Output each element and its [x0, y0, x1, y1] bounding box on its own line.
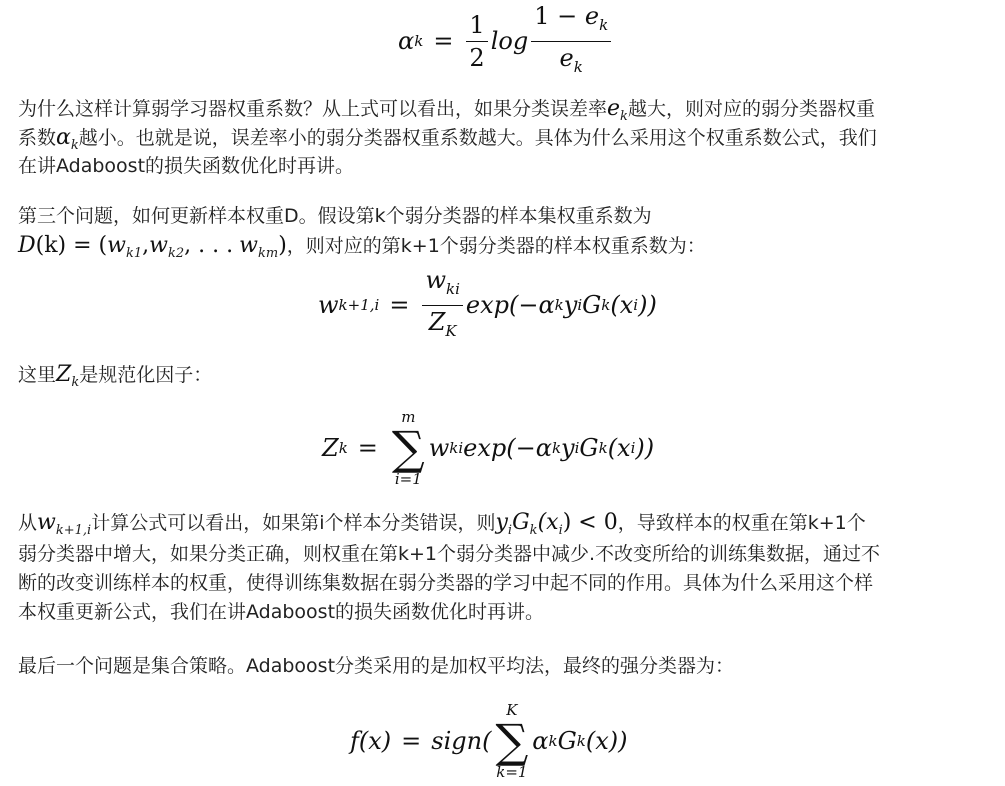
paragraph-weight-effect [18, 508, 978, 627]
p1-line3: 在讲Adaboost的损失函数优化时再讲。 [18, 155, 355, 177]
p4-math-G: G [512, 510, 530, 535]
eq3-G-sub: k [598, 439, 608, 457]
equation-alpha [398, 1, 614, 76]
p4-math-y: y [495, 510, 508, 535]
eq1-half-fraction [466, 11, 487, 72]
p2-math-w3-sub: km [257, 246, 279, 261]
eq4-sum-bottom: k=1 [496, 763, 528, 781]
p4-math-x: (x [537, 510, 559, 535]
p2-math-w1: w [107, 233, 126, 258]
p4-math-G-sub: k [529, 523, 538, 538]
eq2-fraction [422, 266, 462, 345]
eq2-close: )) [638, 291, 657, 319]
eq3-sum-bottom: i=1 [394, 470, 422, 488]
eq2-lhs: w [318, 291, 339, 319]
paragraph-ensemble-strategy [18, 652, 978, 681]
eq1-log: log [490, 27, 529, 55]
eq1-den-e-sub: k [573, 57, 583, 76]
p4-line3: 断的改变训练样本的权重，使得训练集数据在弱分类器的学习中起不同的作用。具体为什么采用这个样 [18, 572, 874, 594]
eq1-error-fraction [531, 2, 611, 81]
p2-math-w2-sub: k2 [167, 246, 185, 261]
equation-strong-classifier [350, 700, 628, 782]
eq3-exp: exp(−α [463, 434, 552, 462]
p4-math-y-sub: i [507, 523, 513, 538]
equation-normalization [322, 408, 654, 488]
eq1-den-e: e [559, 43, 574, 72]
eq4-summation [495, 701, 528, 781]
p2-math-w3: w [239, 233, 258, 258]
eq1-equals: = [433, 27, 454, 55]
eq3-G: G [579, 434, 599, 462]
eq3-sum-top: m [401, 408, 416, 426]
eq3-x: (x [607, 434, 631, 462]
p1-line2-b: 越小。也就是说，误差率小的弱分类器权重系数越大。具体为什么采用这个权重系数公式，我们 [78, 127, 877, 149]
eq2-x-sub: i [633, 296, 639, 314]
paragraph-normalization [18, 360, 978, 389]
eq1-num-a: 1 − [534, 1, 578, 30]
p4-math-w-sub: k+1,i [55, 523, 92, 538]
eq4-lhs: f(x) [350, 727, 392, 755]
p4-line1-b: 计算公式可以看出，如果第i个样本分类错误，则 [91, 512, 496, 534]
p2-math-w1-sub: k1 [125, 246, 143, 261]
eq4-alpha-sub: k [548, 732, 558, 750]
eq3-y-sub: i [574, 439, 580, 457]
p4-line1-a: 从 [18, 512, 38, 534]
p2-math-close: ) [278, 233, 287, 258]
eq2-lhs-sub: k+1,i [338, 296, 380, 314]
p4-line2: 弱分类器中增大，如果分类正确，则权重在第k+1个弱分类器中减少.不改变所给的训练集数据，通过不 [18, 543, 881, 565]
p3-a: 这里 [18, 364, 57, 386]
eq3-x-sub: i [630, 439, 636, 457]
p4-math-x-sub: i [558, 523, 563, 538]
eq2-x: (x [610, 291, 634, 319]
p2-line2-b: ，则对应的第k+1个弱分类器的样本权重系数为： [286, 235, 706, 257]
eq2-G: G [582, 291, 602, 319]
eq2-exp: exp(−α [465, 291, 555, 319]
p1-line1-a: 为什么这样计算弱学习器权重系数？从上式可以看出，如果分类误差率 [18, 98, 608, 120]
eq3-w: w [428, 434, 450, 462]
eq3-equals: = [357, 434, 378, 462]
eq4-sum-sigma: ∑ [495, 714, 529, 768]
eq1-num-e: e [584, 1, 600, 30]
eq2-num: w [425, 265, 446, 294]
p1-line1-math-sub: k [620, 109, 628, 124]
eq3-w-sub: ki [449, 439, 464, 457]
eq4-G: G [557, 727, 577, 755]
eq2-exp-sub: k [554, 296, 564, 314]
p3-math-Z-sub: k [71, 375, 80, 390]
eq4-sign: sign( [431, 727, 492, 755]
eq4-G-sub: k [576, 732, 586, 750]
p4-math-lt0: ) < 0 [562, 510, 618, 535]
eq1-half-den: 2 [469, 43, 485, 72]
eq2-den-sub: K [445, 321, 457, 340]
eq2-den: Z [428, 307, 446, 336]
p1-line1-math: e [607, 96, 621, 121]
p4-line4: 本权重更新公式，我们在讲Adaboost的损失函数优化时再讲。 [18, 601, 545, 623]
eq4-sum-top: K [506, 701, 518, 719]
p1-line2-math-sub: k [70, 138, 79, 153]
eq3-lhs-sub: k [338, 439, 348, 457]
eq1-half-num: 1 [469, 10, 485, 39]
eq3-sum-sigma: ∑ [391, 421, 425, 475]
eq2-G-sub: k [601, 296, 611, 314]
p4-math-w: w [37, 510, 56, 535]
eq2-equals: = [389, 291, 410, 319]
p1-line2-math: α [56, 125, 71, 150]
p2-line1: 第三个问题，如何更新样本权重D。假设第k个弱分类器的样本集权重系数为 [18, 205, 652, 227]
eq2-y-sub: i [577, 296, 583, 314]
eq1-lhs: α [398, 27, 415, 55]
p4-line1-c: ，导致样本的权重在第k+1个 [617, 512, 866, 534]
eq2-num-sub: ki [445, 279, 460, 298]
paragraph-weight-coefficient [18, 94, 978, 181]
p2-math-w2: w [149, 233, 168, 258]
eq3-close: )) [635, 434, 655, 462]
eq3-lhs: Z [322, 434, 339, 462]
p2-math-k: (k) = ( [35, 233, 108, 258]
p3-math-Z: Z [56, 362, 72, 387]
p2-math-D: D [18, 233, 36, 258]
paragraph-update-weights [18, 202, 978, 263]
eq1-num-e-sub: k [599, 15, 609, 34]
eq3-exp-sub: k [551, 439, 562, 457]
eq4-alpha: α [532, 727, 549, 755]
p3-b: 是规范化因子： [79, 364, 213, 386]
eq3-y: y [561, 434, 575, 462]
equation-weight-update [318, 265, 657, 340]
p1-line1-b: 越大，则对应的弱分类器权重 [627, 98, 875, 120]
p2-math-dots: , . . . [184, 233, 234, 258]
eq4-tail: (x)) [585, 727, 628, 755]
eq3-summation [392, 408, 425, 488]
p5-text: 最后一个问题是集合策略。Adaboost分类采用的是加权平均法，最终的强分类器为： [18, 655, 735, 677]
p1-line2-a: 系数 [18, 127, 57, 149]
eq1-lhs-sub: k [414, 32, 424, 50]
eq2-y: y [563, 291, 578, 319]
eq4-equals: = [401, 727, 422, 755]
p2-math-comma1: , [142, 233, 150, 258]
